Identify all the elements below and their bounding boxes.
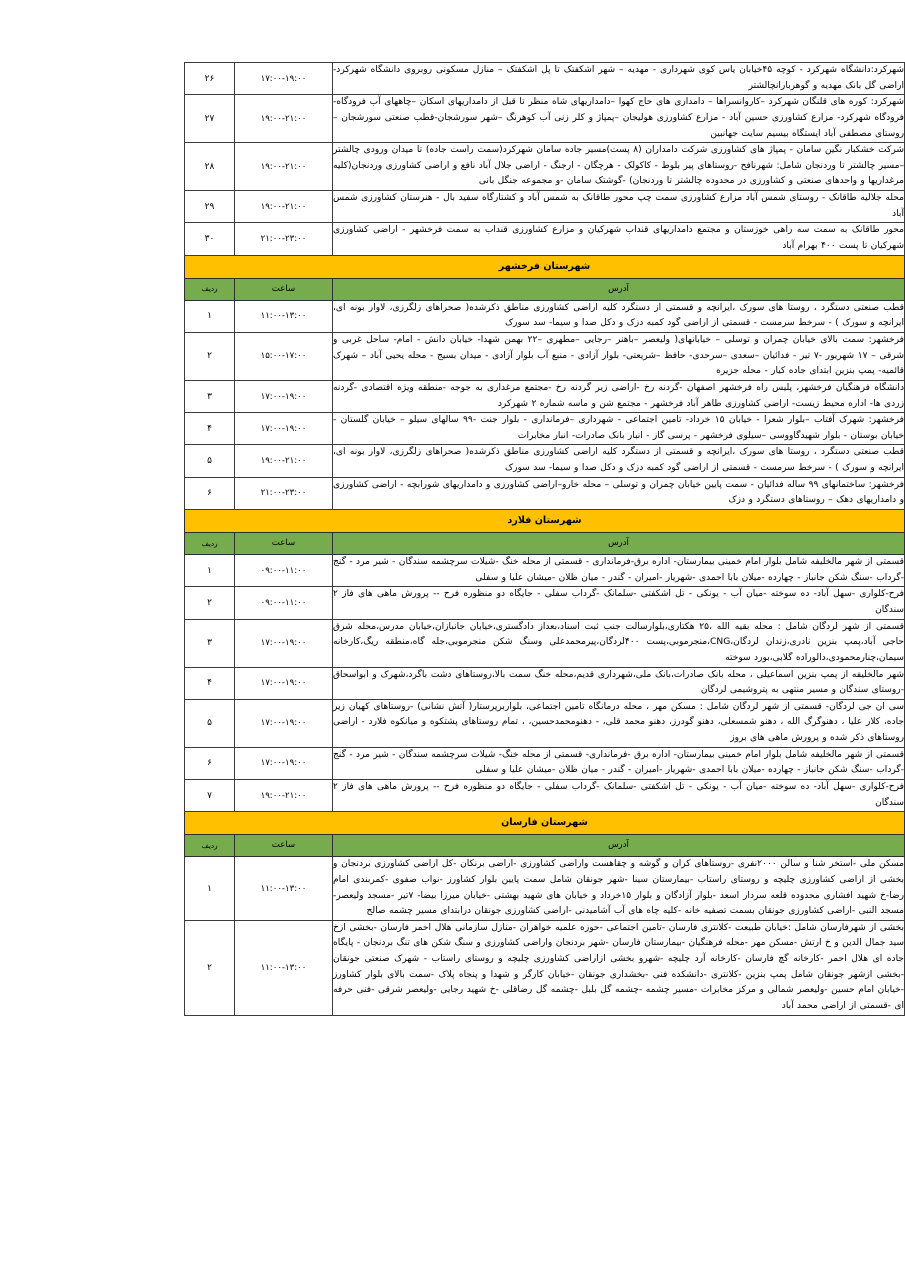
section-title-row [185,812,905,835]
cell-row-number: ۳ [185,380,235,412]
column-header-address: آدرس [333,278,905,300]
section-title-row [185,510,905,533]
cell-row-number: ۲ [185,920,235,1015]
cell-time: ۱۵:۰۰-۱۷:۰۰ [235,332,333,380]
column-header-address: آدرس [333,533,905,555]
cell-address: فرخشهر: شهرک آفتاب –بلوار شعرا - خیابان ۱۵ خرداد- تامین اجتماعی - شهرداری –فرمانداری - بلوار جنت -۹۹ سالهای سیلو – خیابان گلستان - خیابان بوستان - بلوار شهیدگاووسی –سیلوی فرخشهر - پرسی گاز - انبار بانک صادرات- انبار مخابرات [333,413,905,445]
cell-address: مسکن ملی -استخر شنا و سالن ۲۰۰۰نفری -روستاهای کران و گوشه و چقاهست واراضی کشاورزی -اراضی برنکان -کل اراضی کشاورزی بردنجان و بخشی از اراضی کشاورزی چلیچه و روستای راستاب -بیمارستان سینا -شهر جونقان شامل سمت پایین بلوار کشاورز -نواب صفوی -کمربندی امام رضا-خ شهید افشاری محدوده قلعه سردار اسعد -بلوار آزادگان و بلوار ۱۵خرداد و خیابان های شهید بهشتی -خیابان میرزا بیضا- ۷تیر -مسجد ولیعصر-مسجد النبی -اراضی کشاورزی جونقان بسمت تصفیه خانه -کلیه چاه های آب آشامیدنی -اراضی کشاورزی جونقان درابتدای مسیر چشمه صالح [333,857,905,921]
table-row [185,445,905,477]
cell-address: فرخشهر: ساختمانهای ۹۹ ساله فدائیان - سمت پایین خیابان چمران و توسلی – محله خارو–اراضی کشاورزی و دامداریهای شورابچه - اراضی کشاورزی و دامداریهای دهک – روستاهای دستگرد و دزک [333,477,905,509]
column-header-time: ساعت [235,533,333,555]
column-header-time: ساعت [235,278,333,300]
cell-address: شرکت خشکبار نگین سامان - پمپاژ های کشاورزی شرکت دامداران (۸ پست)مسیر جاده سامان شهرکرد(سمت راست جاده) تا میدان ورودی چالشتر –مسیر چالشتر تا وردنجان شامل: شهرنافح -روستاهای پیر بلوط - کاکولک - هرچگان - ارجنگ - اراضی جلال آباد نافع و اراضی کشاورزی وردنجان(کلیه مرغداریها و واحدهای صنعتی و کشاورزی در محدوده چالشتر تا وردنجان) -گوشتک سامان -و مجموعه جنگل بانی [333,143,905,191]
cell-row-number: ۱ [185,857,235,921]
cell-address: قسمتی از شهر مالخلیفه شامل بلوار امام خمینی بیمارستان- اداره برق -فرمانداری- قسمتی از محله خنگ- شیلات سرچشمه سندگان - شیر مرد - گنج -گرداب -سنگ شکن جانباز - چهارده -میلان بابا احمدی -شهریار -امیران - گندر - میان ظلان -میشان علیا و سفلی [333,747,905,779]
cell-row-number: ۳۰ [185,223,235,255]
cell-row-number: ۶ [185,477,235,509]
column-header-row-number: ردیف [185,533,235,555]
cell-row-number: ۶ [185,747,235,779]
cell-address: قطب صنعتی دستگرد ، روستا های سورک ،ایرانچه و قسمتی از دستگرد کلیه اراضی کشاورزی مناطق ذکرشده( صحراهای زلگرزی، لاوار بونه ای، ایرانچه و سورک ) - سرخط سرمست - قسمتی از اراضی گود کمبه دزک و دکل صدا و سیما- سد سورک [333,300,905,332]
cell-time: ۱۹:۰۰-۲۱:۰۰ [235,779,333,811]
column-header-time: ساعت [235,835,333,857]
cell-address: فرح-کلواری -سهل آباد- ده سوخته -میان آب - یونکی - تل اشکفتی -سلمانک -گرداب سفلی - جایگاه دو منظوره فرح -- پرورش ماهی های فاز ۲ سندگان [333,587,905,619]
cell-time: ۱۹:۰۰-۲۱:۰۰ [235,95,333,143]
section-title: شهرستان فرخشهر [185,255,905,278]
cell-address: دانشگاه فرهنگیان فرخشهر، پلیس راه فرخشهر اصفهان -گردنه رخ -اراضی زیر گردنه رخ -مجتمع مرغداری به جوجه -منطقه ویژه اقتصادی -گردنه زردی ها- اداره محیط زیست- اراضی کشاورزی طاهر آباد فرخشهر - مجتمع شن و ماسه شماره ۲ شهرکرد [333,380,905,412]
cell-row-number: ۲۹ [185,191,235,223]
cell-time: ۲۱:۰۰-۲۳:۰۰ [235,477,333,509]
cell-address: محور طاقانک به سمت سه راهی خوزستان و مجتمع دامداریهای قنداب شهرکیان و مزارع کشاورزی قنداب به سمت فرخشهر - اراضی کشاورزی شهرکیان تا پست ۴۰۰ بهرام آباد [333,223,905,255]
cell-address: شهر مالخلیفه از پمپ بنزین اسماعیلی ، محله بانک صادرات،بانک ملی،شهرداری قدیم،محله خنگ سمت بالا،روستاهای دشت باگرد،شهرک و ابواسحاق -روستای سندگان و مسیر منتهی به پتروشیمی لردگان [333,667,905,699]
table-row [185,413,905,445]
outage-schedule-sheet [185,62,905,1016]
cell-address: قطب صنعتی دستگرد ، روستا های سورک ،ایرانچه و قسمتی از دستگرد کلیه اراضی کشاورزی مناطق ذکرشده( صحراهای زلگرزی، لاوار بونه ای، ایرانچه و سورک ) - سرخط سرمست - قسمتی از اراضی گود کمبه دزک و دکل صدا و سیما- سد سورک [333,445,905,477]
column-header-row [185,278,905,300]
table-row [185,747,905,779]
cell-address: فرخشهر: سمت بالای خیابان چمران و توسلی – خیابانهای( ولیعصر –باهنر –رجایی –مطهری –۲۲ بهمن شهدا- خیابان دانش - امام- ساحل غربی و شرقی – ۱۷ شهریور -۷ تیر - فدائیان –سعدی –سرحدی- حافظ –شریعتی- بلوار آزادی - منبع آب بلوار آزادی - میدان بسیج - محله یحیی آباد – شهرک قائمیه- پمپ بنزین ابتدای جاده کیار - محله جزیره [333,332,905,380]
table-row [185,667,905,699]
table-row [185,63,905,95]
cell-row-number: ۵ [185,445,235,477]
table-row [185,920,905,1015]
cell-address: شهرکرد: کوره های قلنگان شهرکرد –کاروانسراها – دامداری های حاج کهوا –دامداریهای شاه منظر تا قبل از دامداریهای اسکان –چاههای آب فرودگاه-فرودگاه شهرکرد- مزارع کشاورزی حسین آباد - مزارع کشاورزی هولیجان –پمپاژ و کلر زنی آب کوهرنگ –شهر سورشجان-قطب صنعتی سورشجان –روستای مصطفی آباد ایستگاه بیسیم سایت جهانبین [333,95,905,143]
table-row [185,699,905,747]
cell-time: ۱۷:۰۰-۱۹:۰۰ [235,667,333,699]
table-row [185,857,905,921]
cell-row-number: ۴ [185,667,235,699]
column-header-row [185,533,905,555]
cell-address: فرح-کلواری -سهل آباد- ده سوخته -میان آب - یونکی - تل اشکفتی -سلمانک -گرداب سفلی - جایگاه دو منظوره فرح -- پرورش ماهی های فاز ۲ سندگان [333,779,905,811]
table-body [185,63,905,1016]
cell-time: ۱۹:۰۰-۲۱:۰۰ [235,191,333,223]
table-row [185,143,905,191]
cell-address: بخشی از شهرفارسان شامل :خیابان طبیعت -کلانتری فارسان -تامین اجتماعی -حوزه علمیه خواهران -منازل سازمانی هلال احمر فارسان -بخشی ازخ سید جمال الدین و خ ارتش -مسکن مهر -محله فرهنگیان -بیمارستان فارسان -شهر بردنجان واراضی کشاورزی و سنگ شکن های تنگ بردنجان - پایگاه جاده ای هلال احمر -کارخانه گچ فارسان -کارخانه آرد چلیچه -شهرو بخشی ازاراضی کشاورزی چلیچه و روستای راستاب - شهرک صنعتی جونقان -بخشی ازشهر جونقان شامل پمپ بنزین -کلانتری -دانشکده فنی -بخشداری جونقان -خیابان کارگر و شهدا و پنجاه پلاک -سمت بالای بلوار کشاورز -خیابان امام حسین -ولیعصر شمالی و مرکز مخابرات -مسیر چشمه -چشمه گل بلبل -چشمه گل رضاقلی -خ شهید رجایی -ولیعصر شرقی -فنی حرفه ای -قسمتی از اراضی محمد آباد [333,920,905,1015]
cell-time: ۱۱:۰۰-۱۳:۰۰ [235,300,333,332]
cell-address: قسمتی از شهر لردگان شامل : محله بقیه الله ،۲۵ هکتاری،بلوارسالت جنب ثبت اسناد،بعداز دادگستری،خیابان جانبازان،خیابان مدرس،محله شرق حاجی آباد،پمپ بنزین نادری،زندان لردگان،CNG،منجرموبی،پست ۴۰۰لردگان،پیرمحمدعلی وسنگ شکن منجرموبی،جله گاه،منطقه ریگ،کارخانه سیمان،چنارمحمودی،دالوراده گلابی،بورد سوخته [333,619,905,667]
table-row [185,332,905,380]
table-row [185,619,905,667]
section-title-row [185,255,905,278]
cell-row-number: ۲۷ [185,95,235,143]
cell-time: ۱۱:۰۰-۱۳:۰۰ [235,920,333,1015]
cell-time: ۱۷:۰۰-۱۹:۰۰ [235,413,333,445]
cell-row-number: ۴ [185,413,235,445]
section-title: شهرستان فلارد [185,510,905,533]
column-header-row-number: ردیف [185,278,235,300]
cell-time: ۱۷:۰۰-۱۹:۰۰ [235,63,333,95]
cell-row-number: ۱ [185,555,235,587]
cell-time: ۰۹:۰۰-۱۱:۰۰ [235,555,333,587]
cell-time: ۱۷:۰۰-۱۹:۰۰ [235,747,333,779]
table-row [185,223,905,255]
table-row [185,300,905,332]
table-row [185,477,905,509]
cell-time: ۱۷:۰۰-۱۹:۰۰ [235,699,333,747]
cell-address: محله جلالیه طاقانک - روستای شمس آباد مزارع کشاورزی سمت چپ محور طاقانک به شمس آباد و کشتارگاه سفید بال - هنرستان کشاورزی شمس آباد [333,191,905,223]
cell-time: ۰۹:۰۰-۱۱:۰۰ [235,587,333,619]
cell-time: ۱۷:۰۰-۱۹:۰۰ [235,380,333,412]
cell-row-number: ۵ [185,699,235,747]
cell-time: ۲۱:۰۰-۲۳:۰۰ [235,223,333,255]
table-row [185,779,905,811]
table-row [185,95,905,143]
cell-row-number: ۳ [185,619,235,667]
cell-time: ۱۱:۰۰-۱۳:۰۰ [235,857,333,921]
cell-time: ۱۹:۰۰-۲۱:۰۰ [235,143,333,191]
outage-schedule-table [184,62,905,1016]
cell-row-number: ۲۸ [185,143,235,191]
cell-row-number: ۲ [185,587,235,619]
cell-time: ۱۹:۰۰-۲۱:۰۰ [235,445,333,477]
cell-row-number: ۲ [185,332,235,380]
table-row [185,555,905,587]
cell-address: شهرکرد:دانشگاه شهرکرد - کوچه ۴۵خیابان یاس کوی شهرداری - مهدیه – شهر اشکفتک تا پل اشکفتک – منازل مسکونی روبروی دانشگاه شهرکرد-اراضی گل بانک مهدیه و گوهربارانچالشتر [333,63,905,95]
column-header-row-number: ردیف [185,835,235,857]
table-row [185,587,905,619]
table-row [185,191,905,223]
cell-address: قسمتی از شهر مالخلیفه شامل بلوار امام خمینی بیمارستان- اداره برق-فرمانداری - قسمتی از محله خنگ -شیلات سرچشمه سندگان - شیر مرد - گنج -گرداب -سنگ شکن جانباز - چهارده -میلان بابا احمدی -شهریار -امیران - گندر - میان ظلان -میشان علیا و سفلی [333,555,905,587]
section-title: شهرستان فارسان [185,812,905,835]
cell-time: ۱۷:۰۰-۱۹:۰۰ [235,619,333,667]
table-row [185,380,905,412]
column-header-address: آدرس [333,835,905,857]
cell-row-number: ۱ [185,300,235,332]
cell-address: سی ان جی لردگان- قسمتی از شهر لردگان شامل : مسکن مهر ، محله درمانگاه تامین اجتماعی، بلواربرپرستار( آتش نشانی) -روستاهای کهیان زیر جاده، کلار علیا ، دهنوگرگ الله ، دهنو شمسعلی، دهنو گودرز، دهنو محمد قلی، - دهنومحمدحسین، ، تمام روستاهای پشتکوه و میانکوه فلارد - اراضی روستاهای ذکر شده و پرورش ماهی های بروز [333,699,905,747]
column-header-row [185,835,905,857]
cell-row-number: ۷ [185,779,235,811]
cell-row-number: ۲۶ [185,63,235,95]
